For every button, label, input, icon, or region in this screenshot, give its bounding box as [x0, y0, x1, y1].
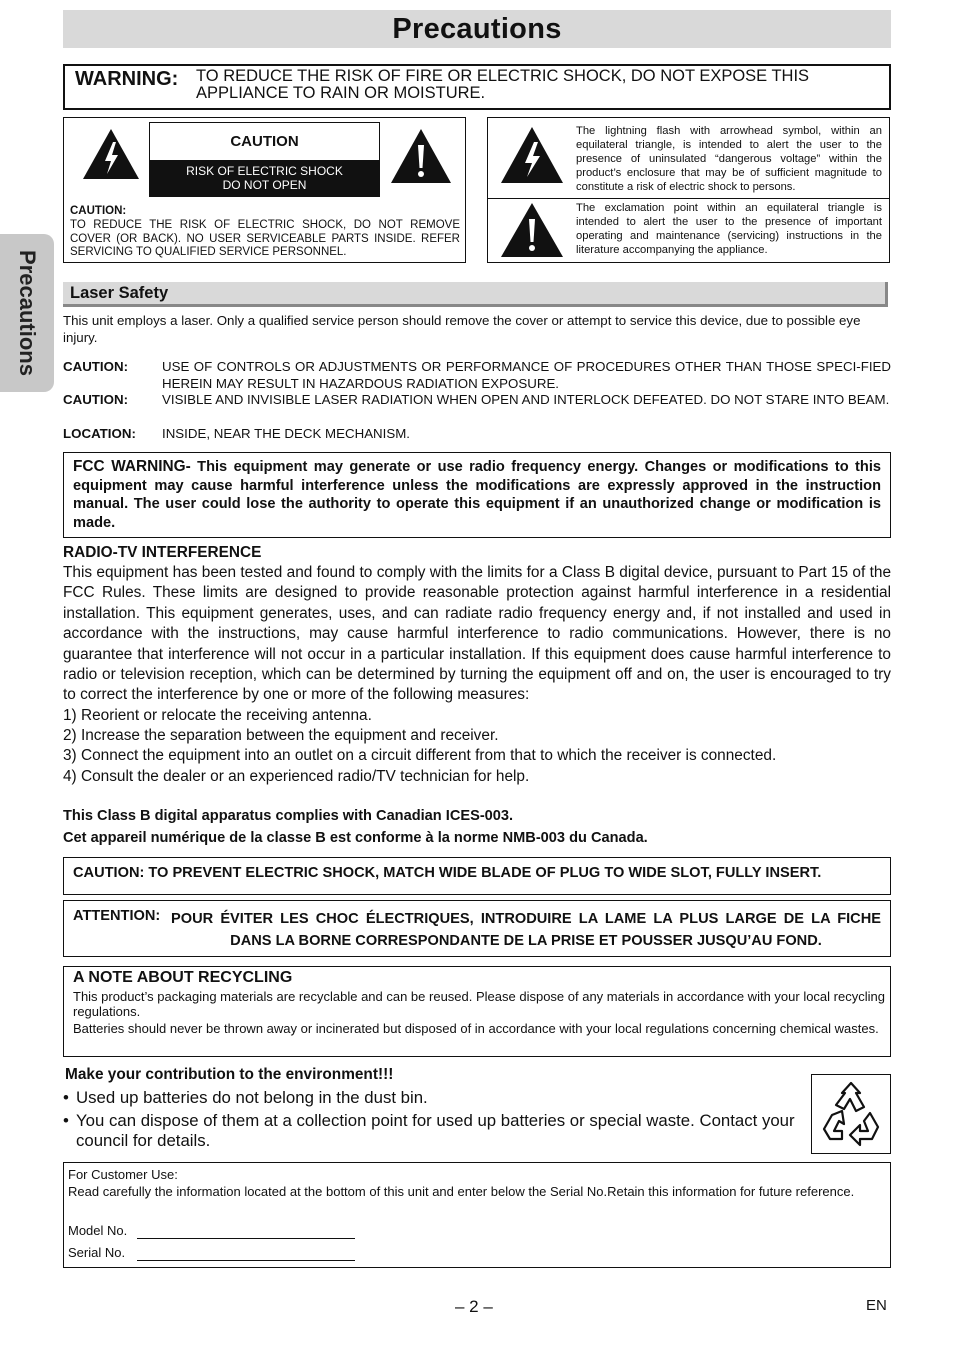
shock-notice-line2: DO NOT OPEN [222, 178, 307, 192]
side-tab-label: Precautions [15, 250, 40, 376]
measure-item-3: 3) Connect the equipment into an outlet on a circuit different from that to which the receiver is connected. [63, 747, 777, 764]
bullet: • [63, 1088, 69, 1107]
laser-safety-header [63, 282, 888, 307]
lightning-symbol-text: The lightning flash with arrowhead symbol, within an equilateral triangle, is intended to alert the user to the presence of uninsulated “dangerous voltage” within the product’s enclosure that may be of sufficient magnitude to constitute a risk of electric shock to persons. [576, 125, 882, 193]
environment-item-2-text: You can dispose of them at a collection point for used up batteries or special waste. Contact your council for details. [76, 1111, 795, 1150]
caution-small-text: TO REDUCE THE RISK OF ELECTRIC SHOCK, DO NOT REMOVE COVER (OR BACK). NO USER SERVICEABLE PARTS INSIDE. REFER SERVICING TO QUALIFIED SERVICE PERSONNEL. [70, 219, 460, 258]
recycling-heading: A NOTE ABOUT RECYCLING [73, 969, 293, 986]
environment-item-2 [63, 1111, 803, 1151]
customer-use-box [63, 1162, 891, 1268]
plug-caution-text: CAUTION: TO PREVENT ELECTRIC SHOCK, MATCH WIDE BLADE OF PLUG TO WIDE SLOT, FULLY INSERT. [73, 865, 822, 881]
canadian-compliance-fr: Cet appareil numérique de la classe B est conforme à la norme NMB-003 du Canada. [63, 830, 648, 846]
caution-title: CAUTION [230, 133, 299, 150]
page-number: – 2 – [455, 1297, 493, 1316]
recycling-packaging-text: This product’s packaging materials are recyclable and can be reused. Please dispose of any materials in accordance with your local recycling regulations. [73, 989, 885, 1019]
recycling-box [63, 966, 891, 1057]
exclamation-symbol-text: The exclamation point within an equilateral triangle is intended to alert the user to the presence of important operating and maintenance (servicing) instructions in the literature accompanying the appliance. [576, 202, 882, 256]
warning-text: TO REDUCE THE RISK OF FIRE OR ELECTRIC SHOCK, DO NOT EXPOSE THIS APPLIANCE TO RAIN OR MOISTURE. [196, 67, 810, 102]
laser-location [63, 425, 891, 443]
laser-location-text: INSIDE, NEAR THE DECK MECHANISM. [162, 426, 410, 441]
page-title: Precautions [63, 10, 891, 48]
laser-caution-2-label: CAUTION: [63, 392, 128, 407]
radio-tv-body: This equipment has been tested and found to comply with the limits for a Class B digital device, pursuant to Part 15 of the FCC Rules. These limits are designed to provide reasonable protection against harmful interference in a residential installation. This equipment generates, uses, and can radiate radio frequency energy and, if not installed and used in accordance with the instructions, may cause harmful interference to radio communications. However, there is no guarantee that interference will not occur in a particular installation. If this equipment does cause harmful interference to radio or television reception, which can be determined by turning the equipment off and on, the user is encouraged to try to correct the interference by one or more of the following measures: [63, 564, 891, 704]
lightning-symbol-icon [500, 126, 564, 184]
radio-tv-heading: RADIO-TV INTERFERENCE [63, 544, 262, 561]
laser-caution-2-text: VISIBLE AND INVISIBLE LASER RADIATION WHEN OPEN AND INTERLOCK DEFEATED. DO NOT STARE INTO BEAM. [162, 392, 890, 407]
measure-item-1: 1) Reorient or relocate the receiving antenna. [63, 707, 372, 724]
canadian-compliance-en: This Class B digital apparatus complies with Canadian ICES-003. [63, 808, 514, 824]
recycle-icon [811, 1074, 891, 1154]
warning-label: WARNING: [75, 68, 179, 90]
environment-item-1 [63, 1088, 803, 1108]
caution-label-box [149, 122, 380, 197]
laser-safety-title: Laser Safety [70, 284, 169, 302]
fcc-warning [73, 458, 881, 532]
measure-item-2: 2) Increase the separation between the equipment and receiver. [63, 727, 499, 744]
warning-box [63, 64, 891, 110]
serial-no-field[interactable] [137, 1260, 355, 1261]
language-code: EN [866, 1297, 887, 1314]
shock-notice-line1: RISK OF ELECTRIC SHOCK [186, 164, 343, 178]
recycling-batteries-text: Batteries should never be thrown away or incinerated but disposed of in accordance with your local regulations concerning chemical wastes. [73, 1021, 879, 1036]
side-tab [0, 234, 54, 392]
attention-text: POUR ÉVITER LES CHOC ÉLECTRIQUES, INTRODUIRE LA LAME LA PLUS LARGE DE LA FICHE DANS LA BORNE CORRESPONDANTE DE LA PRISE ET POUSSER JUSQU’AU FOND. [171, 911, 881, 949]
serial-no-label: Serial No. [68, 1245, 126, 1260]
fcc-warning-text: This equipment may generate or use radio frequency energy. Changes or modifications to this equipment may cause harmful interference unless the modifications are expressly approved in the instruction manual. The user could lose the authority to operate this equipment if an unauthorized change or modification is made. [73, 459, 881, 531]
plug-caution-box [63, 857, 891, 895]
environment-item-1-text: Used up batteries do not belong in the dust bin. [76, 1088, 428, 1107]
symbols-panel [487, 117, 890, 263]
laser-caution-1-text: USE OF CONTROLS OR ADJUSTMENTS OR PERFORMANCE OF PROCEDURES OTHER THAN THOSE SPECI-FIED HEREIN MAY RESULT IN HAZARDOUS RADIATION EXPOSURE. [162, 359, 891, 391]
caution-panel [63, 117, 466, 263]
shock-notice [150, 160, 379, 196]
environment-heading: Make your contribution to the environment!!! [65, 1066, 394, 1083]
laser-caution-1-label: CAUTION: [63, 359, 128, 374]
laser-caution-1 [63, 358, 891, 392]
attention-label: ATTENTION: [73, 908, 161, 924]
laser-location-label: LOCATION: [63, 426, 136, 441]
measure-item-4: 4) Consult the dealer or an experienced radio/TV technician for help. [63, 768, 530, 785]
laser-caution-2 [63, 391, 891, 425]
caution-small-label: CAUTION: [70, 205, 127, 217]
lightning-warning-icon [82, 128, 140, 180]
customer-use-instructions: Read carefully the information located at the bottom of this unit and enter below the Serial No.Retain this information for future reference. [68, 1184, 855, 1199]
laser-intro: This unit employs a laser. Only a qualified service person should remove the cover or attempt to service this device, due to possible eye injury. [63, 313, 861, 345]
fcc-warning-label: FCC WARNING- [73, 458, 191, 475]
customer-use-heading: For Customer Use: [68, 1167, 178, 1182]
exclamation-symbol-icon [500, 202, 564, 258]
symbols-divider [488, 198, 889, 199]
model-no-field[interactable] [137, 1238, 355, 1239]
model-no-label: Model No. [68, 1223, 128, 1238]
exclamation-warning-icon [390, 128, 452, 184]
bullet: • [63, 1111, 69, 1130]
fcc-warning-box [63, 452, 891, 538]
attention-box [63, 900, 891, 957]
